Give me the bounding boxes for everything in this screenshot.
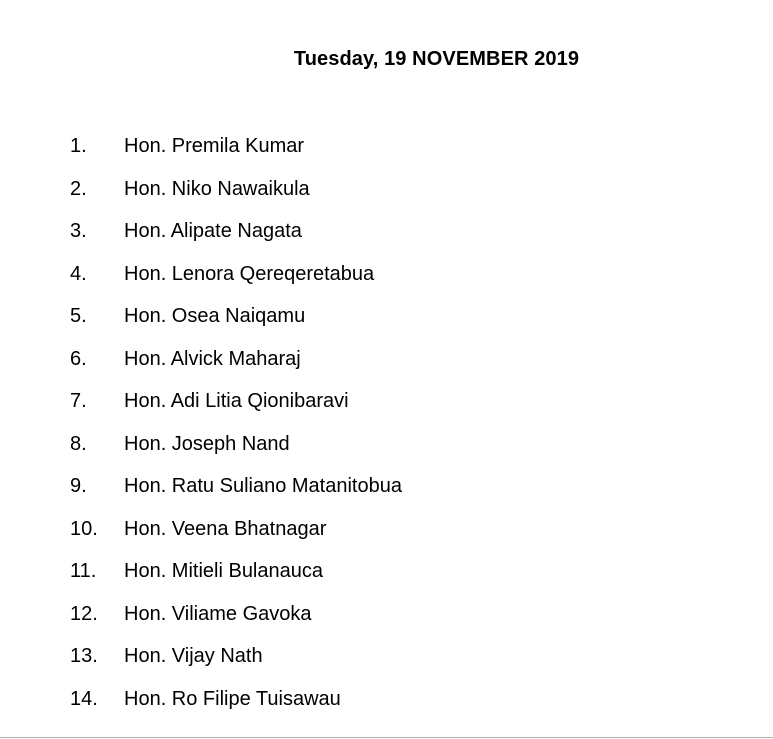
list-item [70,260,402,303]
list-item-number: 11. [70,560,97,582]
list-item-name: Hon. Mitieli Bulanauca [124,560,323,582]
list-item [70,557,402,600]
list-item-number: 14. [70,687,98,710]
list-item [70,430,402,473]
list-item-number: 2. [70,177,87,200]
list-item [70,132,402,175]
list-item-number: 6. [70,347,87,370]
list-item-name: Hon. Ratu Suliano Matanitobua [124,475,402,497]
page-bottom-divider [0,737,773,738]
list-item-name: Hon. Viliame Gavoka [124,602,312,625]
list-item [70,472,402,515]
list-item-name: Hon. Veena Bhatnagar [124,517,327,540]
list-item [70,600,402,643]
list-item-name: Hon. Lenora Qereqeretabua [124,262,375,285]
list-item-name: Hon. Alvick Maharaj [124,347,301,370]
member-list [70,132,402,727]
list-item-number: 10. [70,517,98,540]
list-item-number: 9. [70,475,87,497]
list-item-number: 12. [70,602,98,625]
list-item-name: Hon. Osea Naiqamu [124,305,306,327]
list-item [70,302,402,345]
list-item-number: 4. [70,262,87,285]
list-item-name: Hon. Vijay Nath [124,645,263,667]
list-item-name: Hon. Adi Litia Qionibaravi [124,390,349,412]
list-item-number: 7. [70,390,87,412]
list-item-name: Hon. Ro Filipe Tuisawau [124,687,341,710]
list-item-name: Hon. Premila Kumar [124,135,305,157]
list-item [70,685,402,728]
list-item [70,387,402,430]
list-item [70,515,402,558]
list-item-name: Hon. Joseph Nand [124,432,290,455]
list-item-number: 1. [70,135,87,157]
list-item-number: 3. [70,220,87,242]
list-item-number: 8. [70,432,87,455]
list-item-number: 13. [70,645,98,667]
list-item [70,345,402,388]
page-title: Tuesday, 19 NOVEMBER 2019 [293,48,580,70]
list-item [70,175,402,218]
list-item [70,642,402,685]
list-item-name: Hon. Alipate Nagata [124,220,302,242]
list-item [70,217,402,260]
list-item-name: Hon. Niko Nawaikula [124,177,310,200]
list-item-number: 5. [70,305,87,327]
